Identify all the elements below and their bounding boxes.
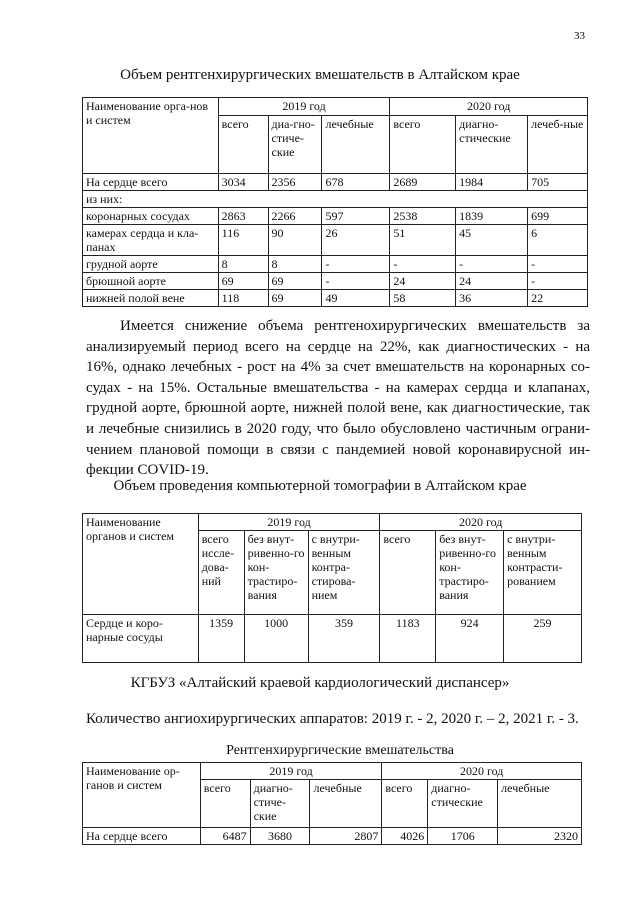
row-label: камерах сердца и кла-панах (83, 225, 219, 256)
cell: 69 (268, 273, 322, 290)
cell: 24 (390, 273, 456, 290)
cell: 3034 (218, 174, 268, 191)
cell: 24 (456, 273, 528, 290)
header-year-2020: 2020 год (380, 514, 582, 531)
cell: 6 (528, 225, 588, 256)
col-header: всего (380, 531, 436, 615)
cell: 597 (322, 208, 390, 225)
row-label: На сердце всего (83, 828, 201, 845)
cell: 2538 (390, 208, 456, 225)
cell: - (390, 256, 456, 273)
cell: - (456, 256, 528, 273)
table-row (83, 615, 582, 663)
cell: 2356 (268, 174, 322, 191)
row-label: Сердце и коро-нарные сосуды (83, 615, 199, 663)
col-header: без внут-ривенно-го кон-трастиро-вания (436, 531, 504, 615)
cell: 699 (528, 208, 588, 225)
cell: 359 (308, 615, 380, 663)
cell: 1984 (456, 174, 528, 191)
cell: 705 (528, 174, 588, 191)
cell: 90 (268, 225, 322, 256)
angio-devices-count: Количество ангиохирургических аппаратов: 2019 г. - 2, 2020 г. – 2, 2021 г. - 3. (86, 711, 579, 727)
table-row (83, 225, 588, 256)
table-row (83, 191, 588, 208)
col-header: всего (390, 116, 456, 174)
col-header: с внутри-венным контра-стирова-нием (308, 531, 380, 615)
analysis-paragraph (86, 316, 590, 481)
col-header: всего (382, 780, 428, 828)
col-header: лечеб-ные (528, 116, 588, 174)
cell: 22 (528, 290, 588, 307)
row-label: грудной аорте (83, 256, 219, 273)
row-label: брюшной аорте (83, 273, 219, 290)
cell: - (322, 273, 390, 290)
cell: 1706 (428, 828, 498, 845)
col-header: всего (200, 780, 250, 828)
cell: 678 (322, 174, 390, 191)
table-row (83, 828, 582, 845)
cell: 2320 (498, 828, 582, 845)
table-row (83, 273, 588, 290)
table-row (83, 290, 588, 307)
cell: - (528, 256, 588, 273)
cell: - (322, 256, 390, 273)
page-number: 33 (574, 30, 585, 42)
row-label: На сердце всего (83, 174, 219, 191)
header-name-cell: Наименование ор-ганов и систем (83, 763, 201, 828)
row-label: коронарных сосудах (83, 208, 219, 225)
row-label: из них: (83, 191, 588, 208)
col-header: лечебные (322, 116, 390, 174)
cell: 3680 (250, 828, 310, 845)
header-name-cell: Наименование орга-нов и систем (83, 98, 219, 174)
cell: 924 (436, 615, 504, 663)
kgbuz-xray-table (82, 762, 582, 845)
header-year-2020: 2020 год (382, 763, 582, 780)
header-year-2019: 2019 год (218, 98, 390, 116)
header-year-2019: 2019 год (200, 763, 382, 780)
col-header: диагно-стические (428, 780, 498, 828)
cell: 4026 (382, 828, 428, 845)
cell: 69 (218, 273, 268, 290)
table2-title: Объем проведения компьютерной томографии в Алтайском крае (113, 478, 527, 494)
col-header: диагно-стические (456, 116, 528, 174)
cell: 8 (218, 256, 268, 273)
table-row (83, 256, 588, 273)
ct-table (82, 513, 582, 663)
cell: 45 (456, 225, 528, 256)
table-row (83, 208, 588, 225)
table-row (83, 174, 588, 191)
row-label: нижней полой вене (83, 290, 219, 307)
cell: 6487 (200, 828, 250, 845)
cell: 1839 (456, 208, 528, 225)
xray-surgery-table (82, 97, 588, 307)
col-header: с внутри-венным контрасти-рованием (504, 531, 582, 615)
cell: 118 (218, 290, 268, 307)
cell: 49 (322, 290, 390, 307)
table1-title: Объем рентгенхирургических вмешательств в Алтайском крае (120, 67, 520, 83)
cell: 259 (504, 615, 582, 663)
cell: 116 (218, 225, 268, 256)
col-header: лечебные (310, 780, 382, 828)
cell: 26 (322, 225, 390, 256)
col-header: лечебные (498, 780, 582, 828)
cell: - (528, 273, 588, 290)
cell: 2863 (218, 208, 268, 225)
cell: 8 (268, 256, 322, 273)
cell: 58 (390, 290, 456, 307)
header-year-2019: 2019 год (198, 514, 380, 531)
col-header: всего (218, 116, 268, 174)
cell: 1000 (244, 615, 308, 663)
header-year-2020: 2020 год (390, 98, 588, 116)
header-name-cell: Наименование органов и систем (83, 514, 199, 615)
col-header: всего иссле-дова-ний (198, 531, 244, 615)
table3-title: Рентгенхирургические вмешательства (226, 743, 454, 758)
cell: 1183 (380, 615, 436, 663)
cell: 2689 (390, 174, 456, 191)
col-header: без внут-ривенно-го кон-трастиро-вания (244, 531, 308, 615)
paragraph-text: Имеется снижение объема рентгенохирургических вмешательств за анализируемый период всего на сердце на 22%, как диагностических - на 16%, однако лечебных - рост на 4% за счет вмешательств на коронарных со-судах - на 15%. Остальные вмешательства - на камерах сердца и клапанах, грудной аорте, брюшной аорте, нижней полой вене, как диагностические, так и лечебные снизились в 2020 году, что было обусловлено частичным ограни-чением плановой помощи в связи с пандемией новой коронавирусной ин-фекции COVID-19. (86, 318, 590, 479)
col-header: диа-гно-стиче-ские (268, 116, 322, 174)
kgbuz-heading: КГБУЗ «Алтайский краевой кардиологический диспансер» (130, 675, 510, 691)
col-header: диагно-стиче-ские (250, 780, 310, 828)
cell: 2807 (310, 828, 382, 845)
cell: 1359 (198, 615, 244, 663)
cell: 36 (456, 290, 528, 307)
cell: 51 (390, 225, 456, 256)
cell: 2266 (268, 208, 322, 225)
cell: 69 (268, 290, 322, 307)
